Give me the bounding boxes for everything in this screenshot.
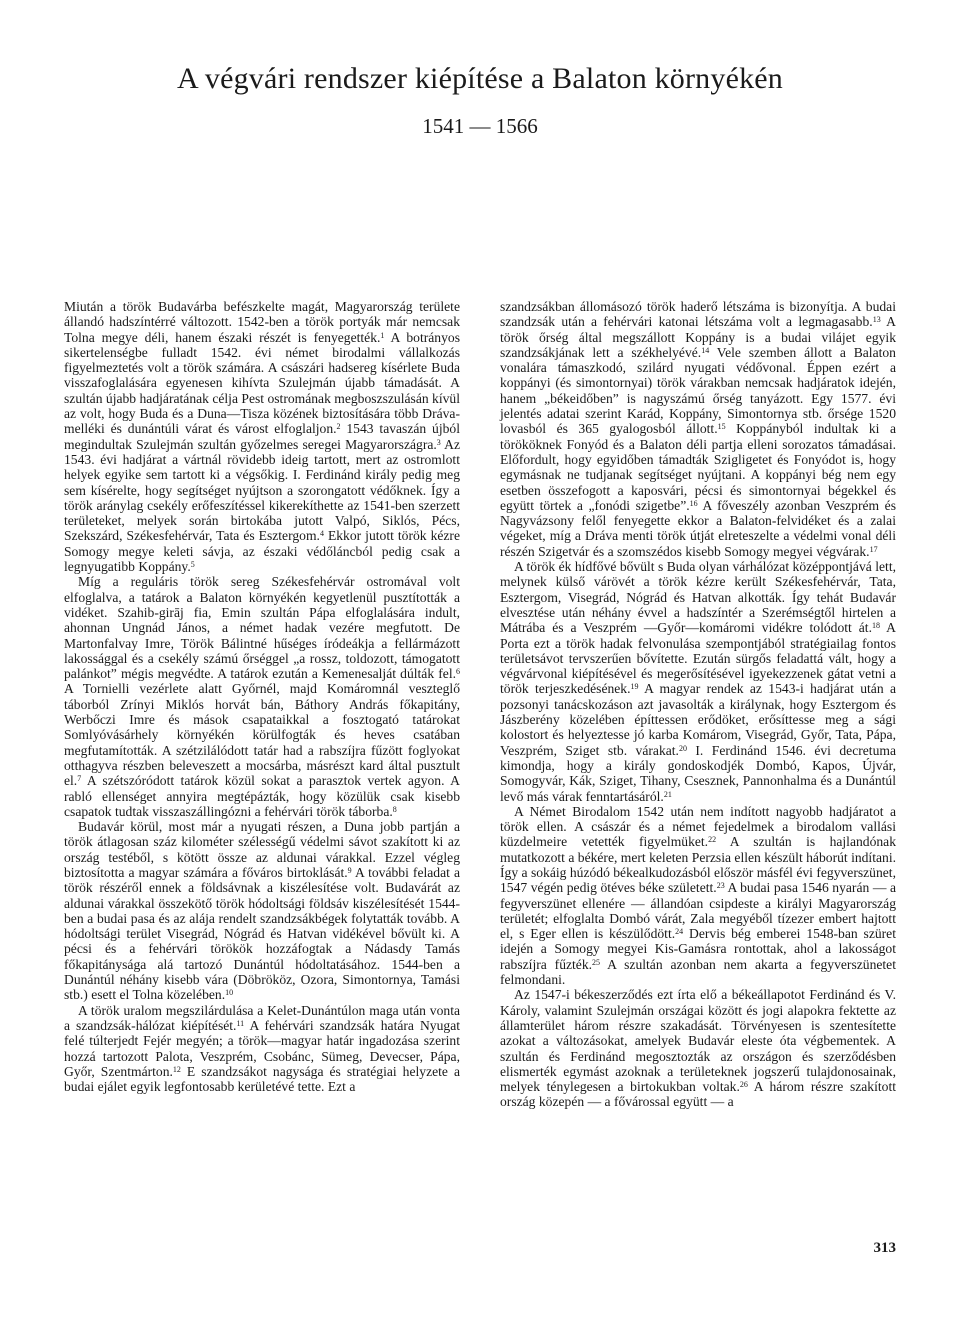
article-date-range: 1541 — 1566 (422, 114, 538, 138)
footnote-marker: 1 (380, 330, 385, 340)
footnote-marker: 4 (319, 529, 324, 539)
footnote-marker: 26 (739, 1080, 748, 1090)
footnote-marker: 11 (236, 1018, 245, 1028)
left-text-column (64, 299, 460, 1094)
footnote-marker: 15 (717, 422, 726, 432)
footnote-marker: 12 (172, 1064, 181, 1074)
body-paragraph: A Német Birodalom 1542 után nem indított nagyobb hadjáratot a török ellen. A császár és a német fejedelmek a birodalom vallási küzdelmeire vetették figyelmüket.$^{22}$ A szultán is hajlandónak mutatkozott a békére, mert keleten Perzsia ellen készült háborút indítani. Így a sokáig húzódó békealkudozásból először másfél évi fegyverszünet, 1547 végén pedig ötéves béke született.$^{23}$ A budai pasa 1546 nyarán — a fegyverszünet ellenére — állandóan csipdeste a királyi Magyarország területét; elfoglalta Dombó várát, Zala megyéből tízezer embert hajtott el, s Eger ellen is készülődött.$^{24}$ Dervis bég emberei 1548-ban szüret idején a Somogy megyei Kis-Gamásra rontottak, ahol a lakosságot rabszíjra fűzték.$^{25}$ A szultán azonban nem akarta a fegyverszünetet felmondani. (500, 803, 897, 988)
body-paragraph: A török uralom megszilárdulása a Kelet-Dunántúlon maga után vonta a szandzsák-hálózat kiépítését.$^{11}$ A fehérvári szandzsák határa Nyugat felé túlterjedt Fejér megyén; a török—magyar határ ingadozása szerint hozzá tartozott Palota, Veszprém, Csobánc, Sümeg, Devecser, Pápa, Győr, Szentmárton.$^{12}$ E szandzsákot nagysága és stratégiai helyzete a budai ejálet egyik legfontosabb kerületévé tette. Ezt a (64, 1002, 461, 1095)
body-paragraph: Miután a török Budavárba befészkelte magát, Magyarország területe állandó hadszíntérré változott. 1542-ben a török portyák már nemcsak Tolna megye déli, hanem északi részét is fenyegették.$^1$ A botrányos sikertelenségbe fulladt 1542. évi német birodalmi vállalkozás figyelmeztetés volt a török számára. A császári hadsereg kísérlete Buda visszafoglalására egyenesen kihívta Szulejmán újabb támadását. A szultán újabb hadjáratának célja Pest ostromának megboszszulásán kívül az volt, hogy Buda és a Duna—Tisza közének biztosítására több Dráva-melléki és dunántúli várat és várost elfoglaljon.$^2$ 1543 tavaszán újból megindultak Szulejmán szultán győzelmes seregei Magyarországra.$^3$ Az 1543. évi hadjárat a vártnál rövidebb ideig tartott, mert az ostromlott helyek egyike sem tartott ki a végsőkig. I. Ferdinánd király pedig meg sem kísérelte, hogy segítséget nyújtson a szorongatott védőknek. Így a török aránylag csekély erőfeszítéssel kikerekíthette az 1541-ben szerzett területeket, melyek során birtokába jutott Valpó, Siklós, Pécs, Szekszárd, Székesfehérvár, Tata és Esztergom.$^4$ Ekkor jutott török kézre Somogy megye keleti sávja, az északi védőláncból pedig csak a legnyugatibb Koppány.$^5$ (64, 299, 461, 575)
footnote-marker: 3 (436, 437, 441, 447)
article-title: A végvári rendszer kiépítése a Balaton környékén (176, 62, 784, 95)
footnote-marker: 25 (592, 957, 601, 967)
body-paragraph: Az 1547-i békeszerződés ezt írta elő a békeállapotot Ferdinánd és V. Károly, valamint Szulejmán országai között és jogi alapokra fektette az államterület három részre szakadását. Törvényesen is szentesítette azokat a változásokat, amelyek Budavár eleste óta végbementek. A szultán és Ferdinánd megosztozták az országon és szerződésben elismerték egymást azoknak a területeknek jogszerű tulajdonosainak, melyek ténylegesen a birtokukban voltak.$^{26}$ A három részre szakított ország közepén — a fővárossal együtt — a (500, 987, 897, 1110)
footnote-marker: 22 (708, 835, 717, 845)
footnote-marker: 7 (77, 774, 82, 784)
footnote-marker: 16 (689, 498, 698, 508)
footnote-marker: 24 (675, 927, 684, 937)
page-number: 313 (873, 1240, 896, 1256)
footnote-marker: 10 (225, 988, 234, 998)
footnote-marker: 5 (190, 560, 195, 570)
body-paragraph: Míg a reguláris török sereg Székesfehérvár ostromával volt elfoglalva, a tatárok a Balaton környékén kegyetlenül pusztították a vidéket. Szahib-girāj fia, Emin szultán Pápa elfoglalására indult, ahonnan Ungnád János, a német hadak vezére megfutott. De Martonfalvay Imre, Török Bálintné hűséges íródeákja a fellármázott lakossággal és a csekély számú őrséggel „a rossz, toldozott, támogatott palánkot” mégis megvédte. A tatárok ezután a Kemenesalját dúlták fel.$^6$ A Tornielli vezérlete alatt Győrnél, majd Komáromnál veszteglő táborból Zrínyi Miklós horvát bán, Báthory András főkapitány, Werbőczi Imre és mások csapataikkal a fosztogató tatárokat Somlyóvásárhely környékén körülfogták és heves csatában megfutamították. A szétzilálódott tatár had a rabszíjra fűzött foglyokat otthagyva részben beleveszett a mocsárba, másrészt kard által pusztult el.$^7$ A szétszóródott tatárok közül sokat a parasztok vertek agyon. A rabló ellenséget annyira megtépázták, hogy közülük csak kisebb csapatok tudtak visszaszállingózni a fehérvári török táborba.$^8$ (64, 574, 460, 819)
body-paragraph: A török ék hídfővé bővült s Buda olyan várhálózat középpontjává lett, melynek külső várövét a török kézre került Székesfehérvár, Tata, Esztergom, Visegrád, Nógrád és Hatvan alkották. Így tehát Budavár elvesztése után néhány évvel a hadszíntér a Szerémségtől hirtelen a Mátrába és a Veszprém —Győr—komáromi vidékre tolódott át.$^{18}$ A Porta ezt a török hadak felvonulása szempontjából stratégiailag fontos területsávot tervszerűen bővítette. Ezután sürgős feladattá vált, hogy a végvárvonal kiépítésével és megerősítésével igyekezzenek gátat vetni a török terjeszkedésének.$^{19}$ A magyar rendek az 1543-i hadjárat után a pozsonyi tanácskozáson azt javasolták a királynak, hogy Esztergom és Jászberény közelében építtessen erődöket, erősíttesse meg a sági kolostort és helyeztesse jó karba Komárom, Visegrád, Győr, Tata, Pápa, Veszprém, Sziget stb. várakat.$^{20}$ I. Ferdinánd 1546. évi decretuma kimondja, hogy a király gondoskodjék Dombó, Kapos, Újvár, Somogyvár, Kák, Sziget, Tihany, Csesznek, Pannonhalma és a Dunántúl levő más várak fenntartásáról.$^{21}$ (500, 559, 896, 804)
footnote-marker: 9 (347, 865, 352, 875)
footnote-marker: 23 (716, 881, 725, 891)
body-paragraph: Budavár körül, most már a nyugati részen, a Duna jobb partján a török átlagosan száz kilométer szélességű védelmi sávot szakított ki az ország testéből, s kötött össze az aldunai várakkal. Ezzel végleg biztosította a magyar számára a főváros birtoklását.$^9$ A további feladat a török részéről ennek a földsávnak a kiszélesítése volt. Budavárát az aldunai várakkal összekötő török hódoltsági földsáv kiszélesítését 1544-ben a budai pasa és az alája rendelt szandzsákbégek folytatták tovább. A hódoltsági terület Visegrád, Nógrád és Hatvan vidékével bővült ki. A pécsi és a fehérvári törökök hozzáfogtak a Nádasdy Tamás főkapitánysága alá tartozó Dunántúl hódoltatásához. 1544-ben a Dunántúl néhány kisebb vára (Döbrököz, Ozora, Simontornya, Tamási stb.) esett el Tolna közelében.$^{10}$ (64, 819, 461, 1003)
footnote-marker: 2 (336, 422, 341, 432)
footnote-marker: 6 (456, 667, 460, 677)
footnote-marker: 19 (630, 682, 639, 692)
body-paragraph: szandzsákban állomásozó török haderő létszáma is bizonyítja. A budai szandzsák után a fehérvári katonai létszáma volt a legmagasabb.$^{13}$ A török őrség által megszállott Koppány is a budai vilájet egyik szandzsákjának lett a székhelyévé.$^{14}$ Vele szemben állott a Balaton vonalára támaszkodó, szilárd nyugati védővonal. Éppen ezért a koppányi (és simontornyai) török várakban nemcsak hadjáratok idején, hanem „békeidőben” is nagyszámú őrség tanyázott. Egy 1577. évi jelentés adatai szerint Karád, Koppány, Simontornya stb. őrsége 1520 lovasból és 365 gyalogosból állott.$^{15}$ Koppányból indultak ki a törököknek Fonyód és a Balaton déli partja elleni sorozatos támadásai. Előfordult, hogy egyidőben támadták Szigligetet és Fonyódot is, hogy egymásnak ne tudjanak segítséget nyújtani. A koppányi bég nem egy esetben összefogott a kaposvári, pécsi és simontornyai bégekkel és együtt törtek a „fonódi szigetbe”.$^{16}$ A főveszély azonban Veszprém és Nagyvázsony felől fenyegette ekkor a Balaton-felvidéket és a zalai végeket, míg a Dráva menti török útját elreteszelte a védelmi vonal déli részén Szigetvár és a szomszédos kisebb Somogy megyei végvárak.$^{17}$ (500, 299, 897, 559)
footnote-marker: 8 (392, 804, 397, 814)
footnote-marker: 18 (871, 621, 880, 631)
footnote-marker: 21 (663, 789, 672, 799)
footnote-marker: 20 (678, 743, 687, 753)
footnote-marker: 14 (701, 345, 710, 355)
footnote-marker: 17 (869, 544, 878, 554)
right-text-column (500, 299, 896, 1110)
footnote-marker: 13 (872, 315, 881, 325)
